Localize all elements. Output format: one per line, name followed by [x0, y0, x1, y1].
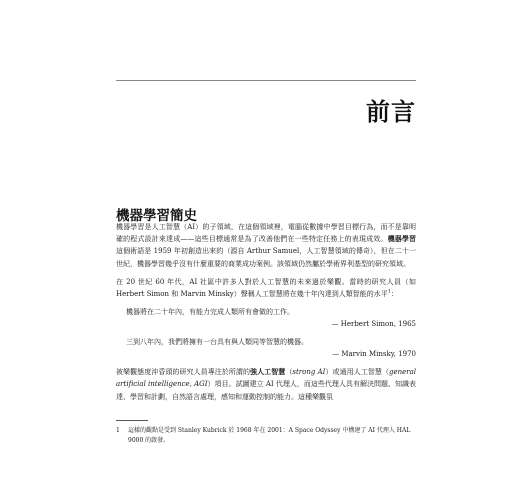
paragraph-2 — [116, 276, 416, 300]
paragraph-1-part-b: 這個術語是 1959 年初創造出來的（源自 Arthur Samuel，人工智慧領域的傳奇），但在二十一世紀，機器學習幾乎沒有什麼重要的商業成功案例。該領域仍然屬於學術界利基型的研究領域。 — [116, 247, 416, 268]
term-agi-english: general artificial intelligence, AGI — [116, 368, 417, 389]
header-rule — [116, 80, 416, 81]
footnote-rule — [116, 420, 148, 421]
footnote-text: 這樣的觀點是受到 Stanley Kubrick 於 1968 年在 2001：A Space Odyssey 中構建了 AI 代理人 HAL 9000 的啟發。 — [128, 427, 411, 444]
quote-attribution: — Herbert Simon, 1965 — [331, 320, 416, 329]
quote-text: 機器將在二十年內，有能力完成人類所有會做的工作。 — [126, 308, 294, 317]
term-strong-ai: 強人工智慧 — [250, 367, 286, 377]
quote-attribution: — Marvin Minsky, 1970 — [332, 350, 416, 359]
quote-text: 三到八年內，我們將擁有一台具有與人類同等智慧的機器。 — [126, 338, 308, 347]
body-text — [116, 221, 416, 409]
term-machine-learning: 機器學習 — [387, 234, 417, 244]
footnote-number: 1 — [116, 427, 120, 434]
paragraph-1 — [116, 221, 416, 270]
paragraph-2-text: 在 20 世紀 60 年代，AI 社區中許多人對於人工智慧的未來過於樂觀。當時的研究人員（如 Herbert Simon 和 Marvin Minsky）聲稱人工智慧將在幾十年內達到人類智能的水平 — [116, 277, 416, 299]
footnote-reference[interactable]: 1 — [387, 288, 391, 295]
term-strong-ai-english: strong AI — [292, 368, 326, 377]
paragraph-1-part-a: 機器學習是人工智慧（AI）的子領域，在這個領域裡，電腦從數據中學習目標行為，而不是靠明確的程式設計來達成——這些目標通常是為了改善他們在一些特定任務上的表現成效。 — [116, 223, 416, 244]
chapter-title: 前言 — [366, 98, 416, 126]
section-heading: 機器學習簡史 — [116, 208, 197, 224]
footnote — [116, 426, 416, 446]
paragraph-3-part-b: 或通用人工智慧 — [332, 368, 382, 377]
paragraph-3-part-a: 被樂觀態度沖昏頭的研究人員專注於所謂的 — [116, 368, 251, 377]
paragraph-3-part-c: 項目。試圖建立 AI 代理人，而這些代理人具有解決問題、知識表達、學習和計劃，自然語言處理，感知和運動控制的能力。這種樂觀氛 — [116, 380, 416, 401]
paragraph-3: 被樂觀態度沖昏頭的研究人員專注於所謂的強人工智慧（strong AI）或通用人工智慧（general artificial intelligence, AGI）項目。試圖建立 AI 代理人，而這些代理人具有解決問題、知識表達、學習和計劃，自然語言處理，感知和運動控制的能力。這種樂觀氛 — [116, 367, 417, 401]
quote-simon — [116, 306, 416, 330]
paragraph-2-end: ： — [390, 290, 398, 299]
quote-minsky — [116, 336, 416, 360]
